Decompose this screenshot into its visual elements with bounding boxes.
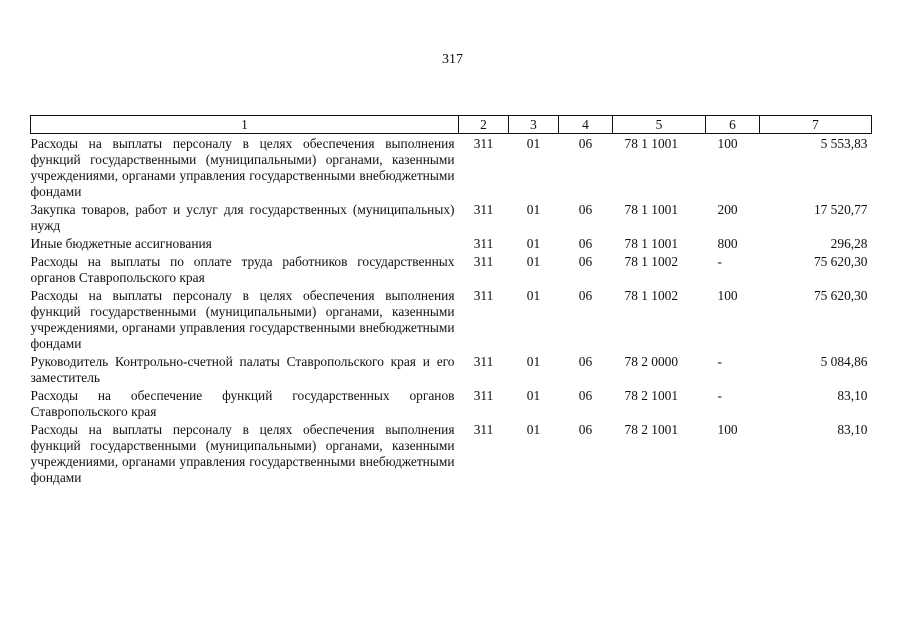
row-description: Расходы на обеспечение функций государственных органов Ставропольского края (30, 388, 455, 419)
row-col-2: 311 (473, 422, 494, 437)
row-col-7: 83,10 (837, 388, 868, 403)
row-description: Закупка товаров, работ и услуг для государственных (муниципальных) нужд (30, 202, 455, 233)
row-col-5: 78 1 1001 (624, 136, 679, 151)
row-col-4: 06 (578, 354, 593, 369)
row-description: Расходы на выплаты персоналу в целях обеспечения выполнения функций государственными (муниципальными) органами, казенными учреждениями, органами управления государственными внебюджетными фондами (30, 136, 455, 199)
row-col-3: 01 (526, 422, 541, 437)
budget-table (30, 115, 872, 488)
table-header (31, 116, 872, 134)
row-col-5: 78 1 1001 (624, 202, 679, 217)
row-col-6: 100 (717, 288, 738, 303)
row-col-2: 311 (473, 136, 494, 151)
row-col-7: 75 620,30 (813, 254, 868, 269)
header-col-3: 3 (509, 116, 559, 134)
row-col-6: 800 (717, 236, 738, 251)
row-col-2: 311 (473, 388, 494, 403)
row-col-7: 83,10 (837, 422, 868, 437)
table-row (31, 236, 872, 254)
row-col-5: 78 1 1002 (624, 254, 679, 269)
row-col-6: 200 (717, 202, 738, 217)
table-row (31, 422, 872, 488)
row-col-3: 01 (526, 354, 541, 369)
table-row (31, 202, 872, 236)
row-col-6: - (717, 254, 722, 269)
page-number: 317 (442, 52, 463, 67)
row-col-2: 311 (473, 236, 494, 251)
row-col-7: 17 520,77 (813, 202, 868, 217)
row-col-5: 78 2 1001 (624, 388, 679, 403)
row-description: Иные бюджетные ассигнования (30, 236, 212, 251)
table-row (31, 288, 872, 354)
header-col-4: 4 (559, 116, 613, 134)
budget-table-container (30, 115, 871, 488)
row-col-3: 01 (526, 288, 541, 303)
row-col-2: 311 (473, 202, 494, 217)
row-col-7: 5 553,83 (820, 136, 868, 151)
header-col-7: 7 (760, 116, 872, 134)
row-col-2: 311 (473, 354, 494, 369)
row-col-4: 06 (578, 388, 593, 403)
row-col-4: 06 (578, 288, 593, 303)
row-col-2: 311 (473, 254, 494, 269)
row-col-5: 78 1 1002 (624, 288, 679, 303)
row-description: Руководитель Контрольно-счетной палаты Ставропольского края и его заместитель (30, 354, 455, 385)
row-col-7: 296,28 (830, 236, 868, 251)
row-col-5: 78 2 1001 (624, 422, 679, 437)
header-row (31, 116, 872, 134)
row-col-4: 06 (578, 236, 593, 251)
row-description: Расходы на выплаты по оплате труда работников государственных органов Ставропольского края (30, 254, 455, 285)
row-col-7: 75 620,30 (813, 288, 868, 303)
row-col-6: 100 (717, 136, 738, 151)
row-description: Расходы на выплаты персоналу в целях обеспечения выполнения функций государственными (муниципальными) органами, казенными учреждениями, органами управления государственными внебюджетными фондами (30, 288, 455, 351)
header-col-6: 6 (706, 116, 760, 134)
row-col-7: 5 084,86 (820, 354, 868, 369)
row-col-4: 06 (578, 254, 593, 269)
table-row (31, 388, 872, 422)
row-col-3: 01 (526, 136, 541, 151)
row-col-2: 311 (473, 288, 494, 303)
row-col-5: 78 2 0000 (624, 354, 679, 369)
row-col-3: 01 (526, 236, 541, 251)
row-col-5: 78 1 1001 (624, 236, 679, 251)
row-col-4: 06 (578, 202, 593, 217)
header-col-2: 2 (459, 116, 509, 134)
row-col-6: 100 (717, 422, 738, 437)
table-row (31, 354, 872, 388)
row-col-6: - (717, 388, 722, 403)
row-col-4: 06 (578, 136, 593, 151)
table-row (31, 254, 872, 288)
table-body (31, 134, 872, 489)
row-description: Расходы на выплаты персоналу в целях обеспечения выполнения функций государственными (муниципальными) органами, казенными учреждениями, органами управления государственными внебюджетными фондами (30, 422, 455, 485)
header-col-5: 5 (613, 116, 706, 134)
header-col-1: 1 (31, 116, 459, 134)
table-row (31, 134, 872, 203)
row-col-6: - (717, 354, 722, 369)
row-col-3: 01 (526, 254, 541, 269)
row-col-3: 01 (526, 388, 541, 403)
row-col-3: 01 (526, 202, 541, 217)
row-col-4: 06 (578, 422, 593, 437)
